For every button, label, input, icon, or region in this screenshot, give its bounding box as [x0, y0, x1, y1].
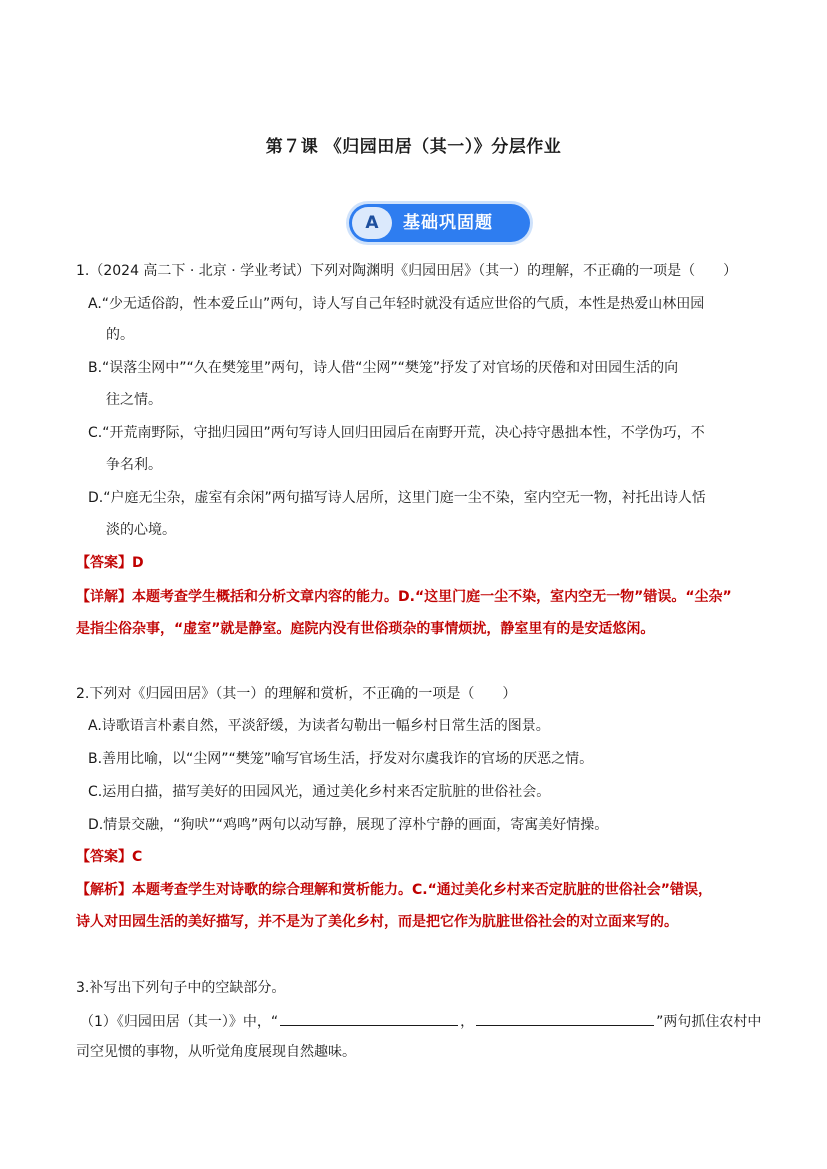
fill-blank-1[interactable] [280, 1010, 458, 1026]
answer-value: C [132, 849, 143, 865]
page-title: 第７课 《归园田居（其一）》分层作业 [265, 137, 562, 157]
question-2-explanation [76, 880, 712, 900]
question-2-option-c: C.运用白描，描写美好的田园风光，通过美化乡村来否定肮脏的世俗社会。 [88, 784, 551, 800]
explanation-text: 本题考查学生对诗歌的综合理解和赏析能力。C.“通过美化乡村来否定肮脏的世俗社会”错误， [132, 882, 712, 898]
section-badge-label: 基础巩固题 [403, 213, 493, 233]
explanation-text: 本题考查学生概括和分析文章内容的能力。D.“这里门庭一尘不染，室内空无一物”错误。“尘杂” [132, 589, 732, 605]
section-badge [349, 204, 530, 242]
question-3-sub-1 [80, 1010, 761, 1032]
question-1-option-d: D.“户庭无尘杂，虚室有余闲”两句描写诗人居所，这里门庭一尘不染，室内空无一物，衬托出诗人恬 [88, 490, 706, 506]
question-1-option-c-cont: 争名利。 [106, 457, 162, 473]
question-2-option-b: B.善用比喻，以“尘网”“樊笼”喻写官场生活，抒发对尔虞我诈的官场的厌恶之情。 [88, 751, 594, 767]
explanation-tag: 【详解】 [76, 589, 132, 605]
section-badge-letter: A [352, 207, 392, 239]
question-1-option-a: A.“少无适俗韵，性本爱丘山”两句，诗人写自己年轻时就没有适应世俗的气质，本性是热爱山林田园 [88, 296, 705, 312]
sub-1-prefix: （1）《归园田居（其一）》中，“ [80, 1014, 279, 1030]
question-2-option-a: A.诗歌语言朴素自然，平淡舒缓，为读者勾勒出一幅乡村日常生活的图景。 [88, 718, 550, 734]
fill-blank-2[interactable] [476, 1010, 654, 1026]
question-3-sub-1-cont: 司空见惯的事物，从听觉角度展现自然趣味。 [76, 1044, 356, 1060]
answer-tag: 【答案】 [76, 555, 132, 571]
sub-1-suffix: ”两句抓住农村中 [656, 1014, 762, 1030]
question-1-option-c: C.“开荒南野际，守拙归园田”两句写诗人回归田园后在南野开荒，决心持守愚拙本性，不学伪巧，不 [88, 425, 705, 441]
question-1-option-b-cont: 往之情。 [106, 392, 162, 408]
answer-tag: 【答案】 [76, 849, 132, 865]
question-2-explanation-cont: 诗人对田园生活的美好描写，并不是为了美化乡村，而是把它作为肮脏世俗社会的对立面来写的。 [76, 914, 678, 930]
sub-1-separator: ， [460, 1014, 475, 1030]
question-1-option-a-cont: 的。 [106, 327, 134, 343]
question-2-option-d: D.情景交融，“狗吠”“鸡鸣”两句以动写静，展现了淳朴宁静的画面，寄寓美好情操。 [88, 817, 609, 833]
question-3-stem: 3.补写出下列句子中的空缺部分。 [76, 980, 286, 996]
question-2-stem: 2.下列对《归园田居》（其一）的理解和赏析，不正确的一项是（ ） [76, 686, 517, 702]
question-1-answer [76, 553, 144, 573]
question-2-answer [76, 847, 142, 867]
question-1-option-d-cont: 淡的心境。 [106, 522, 176, 538]
explanation-tag: 【解析】 [76, 882, 132, 898]
answer-value: D [132, 555, 144, 571]
question-1-stem: 1.（2024 高二下 · 北京 · 学业考试）下列对陶渊明《归园田居》（其一）的理解，不正确的一项是（ ） [76, 263, 738, 279]
question-1-explanation [76, 587, 732, 607]
question-1-explanation-cont: 是指尘俗杂事，“虚室”就是静室。庭院内没有世俗琐杂的事情烦扰，静室里有的是安适悠闲。 [76, 621, 655, 637]
question-1-option-b: B.“误落尘网中”“久在樊笼里”两句，诗人借“尘网”“樊笼”抒发了对官场的厌倦和对田园生活的向 [88, 360, 679, 376]
